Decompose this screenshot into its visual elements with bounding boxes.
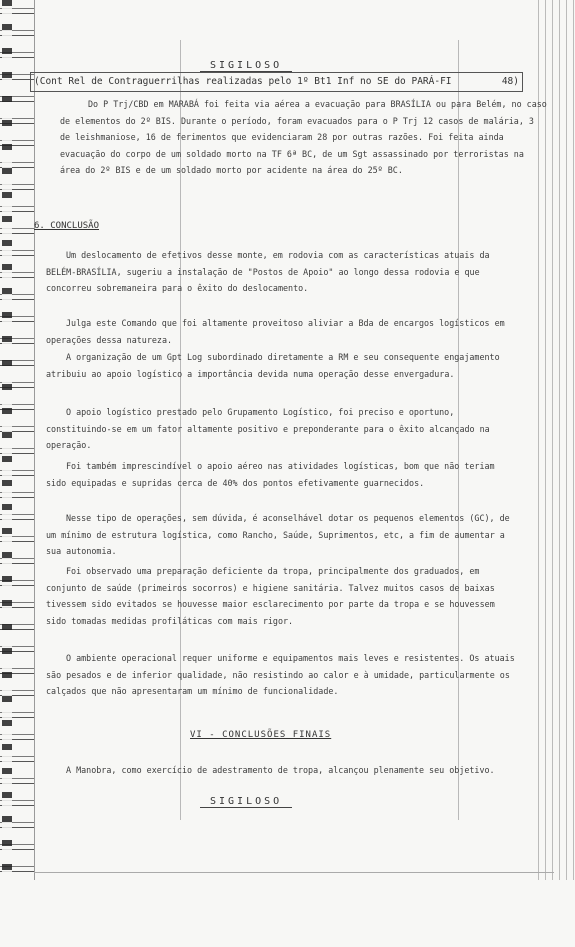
binder-margin	[0, 0, 35, 880]
classification-stamp-top: SIGILOSO	[200, 60, 292, 72]
paragraph-8: O ambiente operacional requer uniforme e equipamentos mais leves e resistentes. Os atuais são pesados e de inferior qualidade, não resistindo ao calor e à umidade, particularmente os calçados que não apresentaram um mínimo de funcionalidade.	[46, 653, 515, 697]
paragraph-2: Julga este Comando que foi altamente proveitoso aliviar a Bda de encargos logísticos em operações dessa natureza.	[46, 318, 505, 345]
section-heading-conclusion: 6. CONCLUSÃO	[34, 221, 100, 231]
header-title: (Cont Rel de Contraguerrilhas realizadas pelo 1º Bt1 Inf no SE do PARÁ-FI	[34, 76, 452, 87]
page-number: 48)	[501, 76, 519, 87]
section-heading-final-conclusions: VI - CONCLUSÕES FINAIS	[190, 730, 332, 740]
binder-holes	[2, 0, 12, 880]
paragraph-5: Foi também imprescindível o apoio aéreo nas atividades logísticas, bom que não teriam sido equipadas e supridas cerca de 40% dos pontos efetivamente guarnecidos.	[46, 461, 495, 488]
paragraph-7: Foi observado uma preparação deficiente da tropa, principalmente dos graduados, em conjunto de saúde (primeiros socorros) e higiene sanitária. Talvez muitos casos de baixas tivessem sido evitados se houvesse maior esclarecimento por parte da tropa e se houvessem sido tomadas medidas profiláticas com mais rigor.	[46, 566, 495, 626]
page-bottom-edge	[34, 872, 554, 873]
paragraph-evacuation: Do P Trj/CBD em MARABÁ foi feita via aérea a evacuação para BRASÍLIA ou para Belém, no caso de elementos do 2º BIS. Durante o período, foram evacuados para o P Trj 12 casos de malária, 3 de leishmaniose, 16 de ferimentos que evidenciaram 28 por outras razões. Foi feita ainda evacuação do corpo de um soldado morto na TF 6ª BC, de um Sgt assassinado por terroristas na área do 2º BIS e de um soldado morto por acidente na área do 25º BC.	[60, 99, 547, 176]
paragraph-3: A organização de um Gpt Log subordinado diretamente a RM e seu consequente engajamento atribuiu ao apoio logístico a importância devida numa operação desse envergadura.	[46, 352, 500, 379]
paragraph-4: O apoio logístico prestado pelo Grupamento Logístico, foi preciso e oportuno, constituindo-se em um fator altamente positivo e preponderante para o êxito alcançado na operação.	[46, 407, 490, 451]
classification-stamp-bottom: SIGILOSO	[200, 796, 292, 808]
document-header	[30, 72, 523, 92]
paragraph-6: Nesse tipo de operações, sem dúvida, é aconselhável dotar os pequenos elementos (GC), de um mínimo de estrutura logística, como Rancho, Saúde, Suprimentos, etc, a fim de aumentar a sua autonomia.	[46, 513, 510, 557]
paragraph-final: A Manobra, como exercício de adestramento de tropa, alcançou plenamente seu objetivo.	[66, 765, 495, 775]
paragraph-1: Um deslocamento de efetivos desse monte, em rodovia com as características atuais da BELÉM-BRASÍLIA, sugeriu a instalação de "Postos de Apoio" ao longo dessa rodovia e que concorreu sobremaneira para o êxito do deslocamento.	[46, 250, 490, 294]
